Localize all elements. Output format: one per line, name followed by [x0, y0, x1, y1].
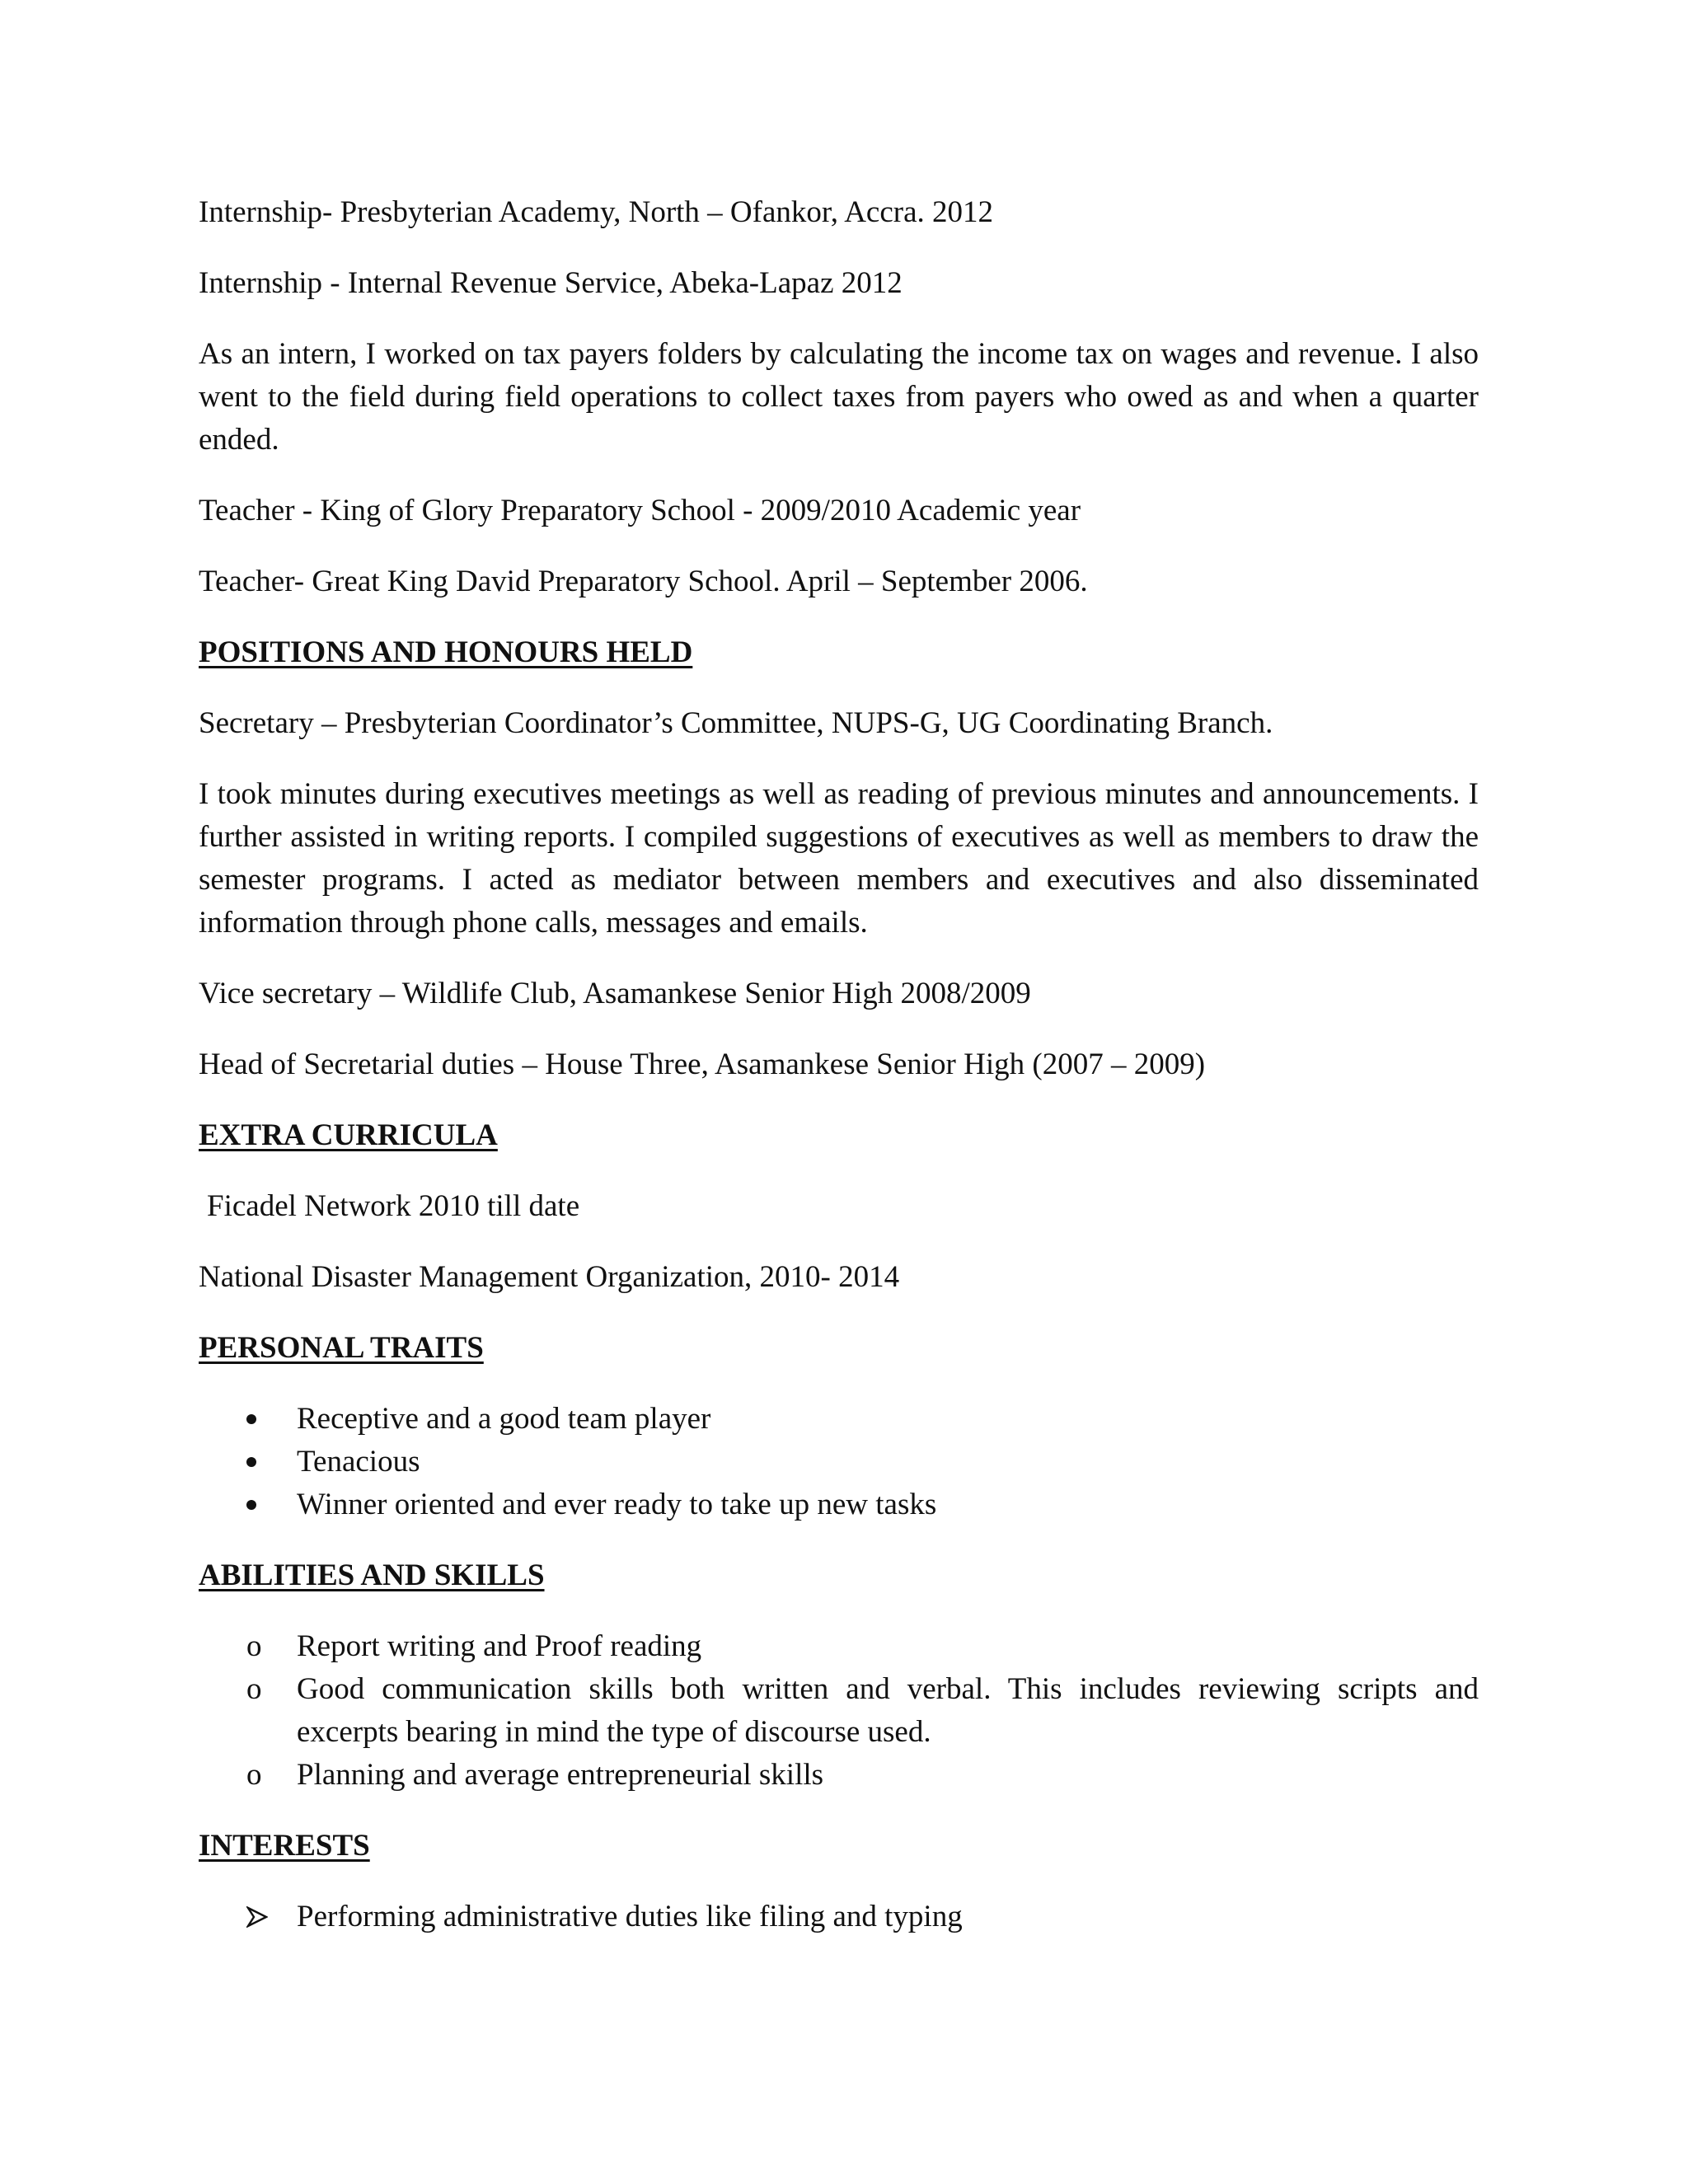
- bullet-circle-icon: o: [246, 1629, 262, 1663]
- bullet-dot-icon: [246, 1414, 256, 1424]
- arrow-bullet-icon: [246, 1906, 268, 1928]
- bullet-circle-icon: o: [246, 1758, 262, 1792]
- position-vice-secretary: Vice secretary – Wildlife Club, Asamankese Senior High 2008/2009: [199, 977, 1031, 1010]
- document-content: [199, 191, 1479, 1966]
- section-heading-positions: POSITIONS AND HONOURS HELD: [199, 635, 693, 669]
- bullet-circle-icon: o: [246, 1672, 262, 1706]
- experience-internship-irs: Internship - Internal Revenue Service, Abeka-Lapaz 2012: [199, 266, 903, 300]
- trait-text: Tenacious: [297, 1445, 420, 1479]
- extra-item-nadmo: National Disaster Management Organization, 2010- 2014: [199, 1260, 900, 1294]
- skill-text: Report writing and Proof reading: [297, 1629, 702, 1663]
- section-heading-personal-traits: PERSONAL TRAITS: [199, 1331, 484, 1365]
- bullet-dot-icon: [246, 1500, 256, 1510]
- experience-internship-detail: As an intern, I worked on tax payers folders by calculating the income tax on wages and revenue. I also went to the field during field operations to collect taxes from payers who owed as and when a quarter ended.: [199, 337, 1479, 457]
- interest-text: Performing administrative duties like filing and typing: [297, 1900, 963, 1933]
- skill-text: Good communication skills both written and verbal. This includes reviewing scripts and excerpts bearing in mind the type of discourse used.: [297, 1672, 1479, 1749]
- position-secretary-detail: I took minutes during executives meetings as well as reading of previous minutes and announcements. I further assisted in writing reports. I compiled suggestions of executives as well as members to draw the semester programs. I acted as mediator between members and executives and also disseminated information through phone calls, messages and emails.: [199, 777, 1479, 940]
- list-item: [199, 1668, 1479, 1754]
- list-item: [199, 1398, 1479, 1441]
- trait-text: Receptive and a good team player: [297, 1402, 711, 1436]
- experience-teacher-great-king-david: Teacher- Great King David Preparatory School. April – September 2006.: [199, 565, 1088, 598]
- trait-text: Winner oriented and ever ready to take up new tasks: [297, 1488, 937, 1521]
- section-heading-abilities-skills: ABILITIES AND SKILLS: [199, 1558, 545, 1592]
- list-item: [199, 1483, 1479, 1526]
- list-item: [199, 1441, 1479, 1483]
- traits-list: [199, 1398, 1479, 1526]
- list-item: [199, 1754, 1479, 1797]
- skills-list: [199, 1625, 1479, 1797]
- position-head-secretarial: Head of Secretarial duties – House Three, Asamankese Senior High (2007 – 2009): [199, 1047, 1206, 1081]
- list-item: [199, 1625, 1479, 1668]
- position-secretary: Secretary – Presbyterian Coordinator’s Committee, NUPS-G, UG Coordinating Branch.: [199, 706, 1273, 740]
- section-heading-interests: INTERESTS: [199, 1829, 370, 1863]
- skill-text: Planning and average entrepreneurial skills: [297, 1758, 824, 1792]
- experience-teacher-king-of-glory: Teacher - King of Glory Preparatory School - 2009/2010 Academic year: [199, 494, 1081, 527]
- section-heading-extra-curricula: EXTRA CURRICULA: [199, 1118, 498, 1152]
- extra-item-ficadel: Ficadel Network 2010 till date: [207, 1189, 580, 1223]
- experience-internship-academy: Internship- Presbyterian Academy, North – Ofankor, Accra. 2012: [199, 195, 994, 229]
- interests-list: [199, 1896, 1479, 1938]
- list-item: [199, 1896, 1479, 1938]
- bullet-dot-icon: [246, 1457, 256, 1467]
